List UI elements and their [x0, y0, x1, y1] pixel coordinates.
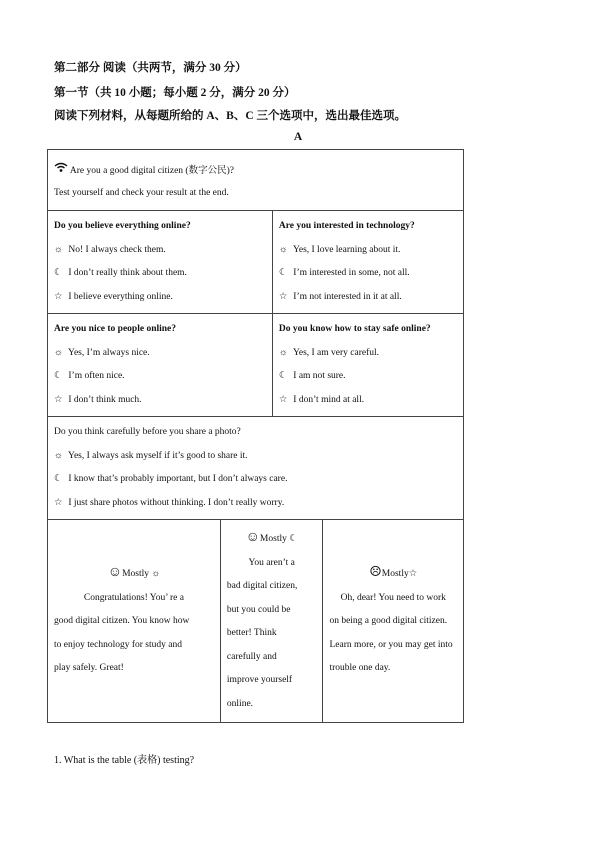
- answer-option: ☼ No! I always check them.: [54, 239, 266, 263]
- question-text: Do you know how to stay safe online?: [278, 324, 431, 334]
- wifi-icon: [54, 166, 70, 176]
- answer-option: ☾ I know that’s probably important, but I don’t always care.: [54, 468, 457, 492]
- sun-icon: ☼: [278, 244, 288, 255]
- star-icon: ☆: [54, 291, 63, 302]
- question-text: Are you interested in technology?: [278, 221, 415, 231]
- star-icon: ☆: [278, 394, 288, 405]
- question-block-2: [272, 211, 463, 314]
- answer-option: ☆ I don’t think much.: [54, 389, 266, 413]
- star-icon: ☆: [54, 394, 63, 405]
- answer-option: ☼ Yes, I am very careful.: [279, 342, 457, 366]
- question-text: Do you believe everything online?: [54, 221, 191, 231]
- question-block-3: [48, 314, 273, 417]
- moon-icon: ☾: [54, 268, 63, 278]
- quiz-subtitle: Test yourself and check your result at the end.: [54, 188, 229, 198]
- smile-icon: ☺: [107, 565, 123, 581]
- star-icon: ☆: [278, 291, 288, 302]
- result-mostly-star: [323, 520, 464, 723]
- result-mostly-sun: [48, 520, 221, 723]
- sun-icon: ☼: [54, 244, 63, 255]
- sad-face-icon: ☹: [369, 565, 382, 581]
- part-heading: 第二部分 阅读（共两节，满分 30 分）: [54, 62, 247, 74]
- answer-option: ☆ I don’t mind at all.: [279, 389, 457, 413]
- section-heading: 第一节（共 10 小题；每小题 2 分，满分 20 分）: [54, 87, 296, 99]
- star-icon: ☆: [54, 497, 63, 508]
- quiz-table: [47, 149, 464, 723]
- answer-option: ☆ I’m not interested in it at all.: [279, 286, 457, 310]
- result-label: ☺Mostly ☼: [107, 565, 161, 581]
- question-block-5: [48, 417, 464, 520]
- answer-option: ☼ Yes, I always ask myself if it’s good to share it.: [54, 445, 457, 469]
- answer-option: ☾ I’m interested in some, not all.: [279, 262, 457, 286]
- question-1: 1. What is the table (表格) testing?: [54, 755, 195, 766]
- question-block-1: [48, 211, 273, 314]
- quiz-intro: [48, 150, 464, 211]
- question-block-4: [272, 314, 463, 417]
- answer-option: ☆ I just share photos without thinking. I don’t really worry.: [54, 492, 457, 516]
- moon-icon: ☾: [54, 474, 63, 484]
- answer-option: ☆ I believe everything online.: [54, 286, 266, 310]
- sun-icon: ☼: [54, 347, 63, 358]
- sun-icon: ☼: [54, 450, 63, 461]
- result-text: Oh, dear! You need to work on being a good digital citizen. Learn more, or you may get into trouble one day.: [329, 592, 453, 674]
- question-text: Do you think carefully before you share a photo?: [54, 427, 241, 437]
- instruction: 阅读下列材料，从每题所给的 A、B、C 三个选项中，选出最佳选项。: [54, 110, 407, 122]
- question-text: Are you nice to people online?: [54, 324, 177, 334]
- answer-option: ☾ I’m often nice.: [54, 365, 266, 389]
- smile-icon: ☺: [245, 530, 260, 545]
- moon-icon: ☾: [278, 371, 288, 381]
- result-mostly-moon: [220, 520, 323, 723]
- result-label: ☹Mostly☆: [369, 565, 418, 581]
- sun-icon: ☼: [278, 347, 288, 358]
- result-text: Congratulations! You’ re a good digital citizen. You know how to enjoy technology for study and play safely. Great!: [54, 592, 190, 674]
- quiz-title: Are you a good digital citizen (数字公民)?: [69, 166, 234, 176]
- moon-icon: ☾: [54, 371, 63, 381]
- answer-option: ☾ I am not sure.: [279, 365, 457, 389]
- passage-letter: A: [293, 131, 303, 143]
- result-label: ☺Mostly ☾: [245, 530, 298, 545]
- moon-icon: ☾: [278, 268, 288, 278]
- answer-option: ☼ Yes, I love learning about it.: [279, 239, 457, 263]
- result-text: You aren’t a bad digital citizen, but you could be better! Think carefully and improve yourself online.: [226, 557, 298, 709]
- answer-option: ☾ I don’t really think about them.: [54, 262, 266, 286]
- answer-option: ☼ Yes, I’m always nice.: [54, 342, 266, 366]
